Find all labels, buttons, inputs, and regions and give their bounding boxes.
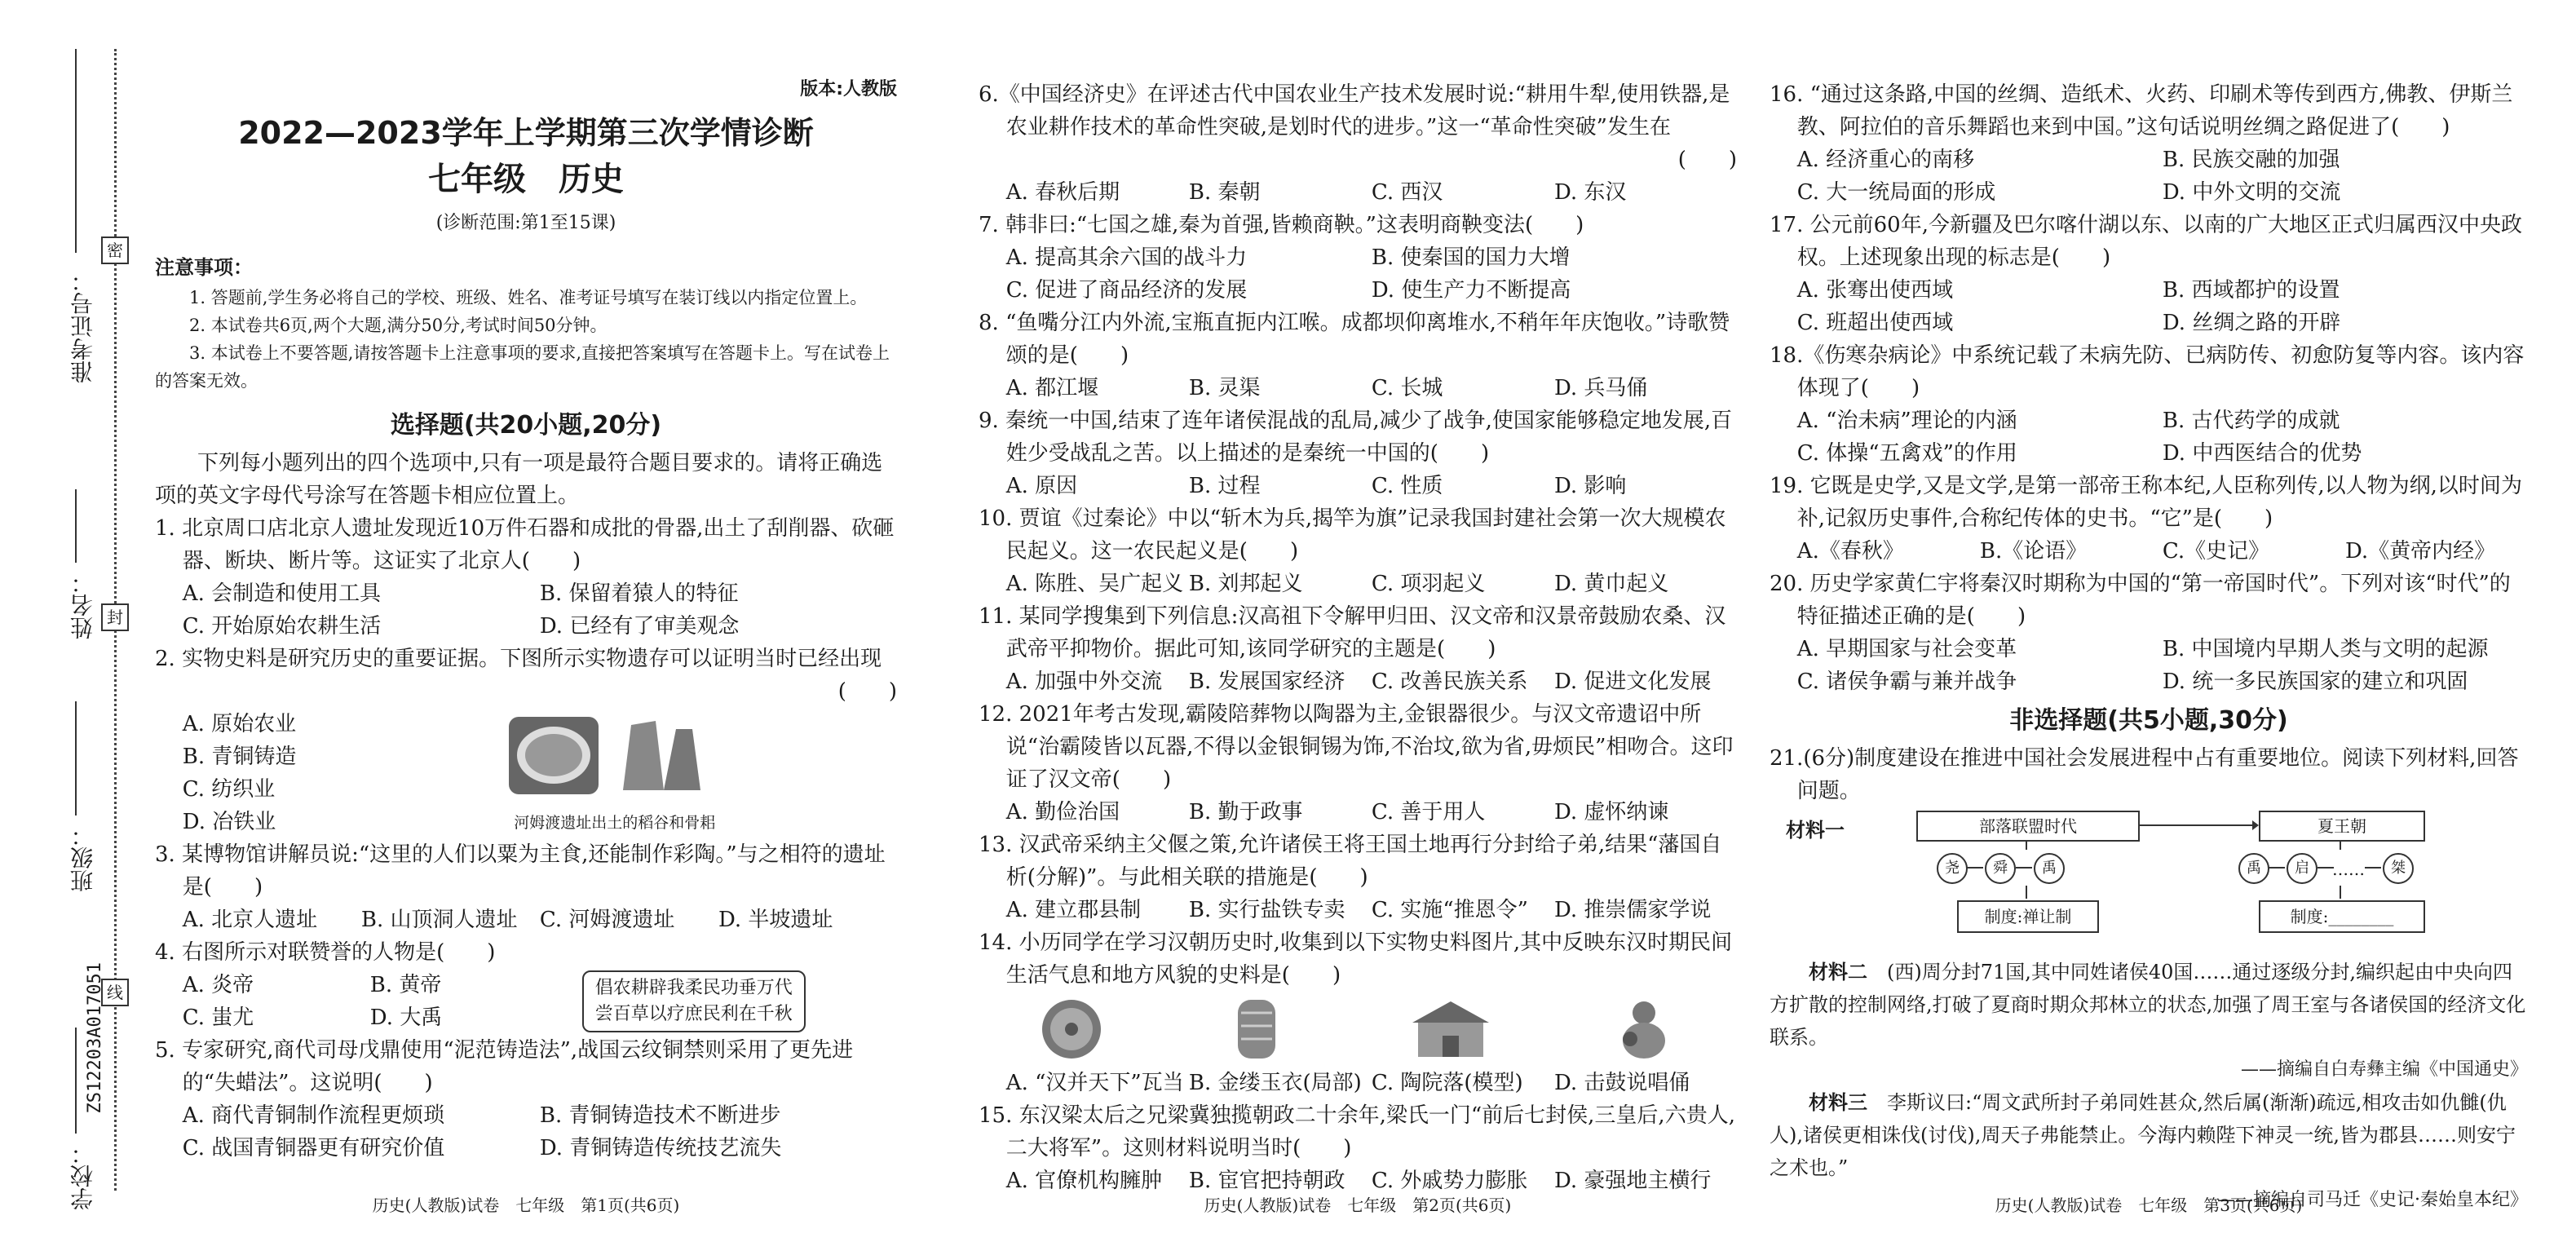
question-options [979, 568, 1737, 600]
option: A. 原因 [1005, 474, 1078, 498]
option: B. 古代药学的成就 [2162, 409, 2340, 433]
binding-strip [0, 0, 122, 1242]
question-stem: 13. 汉武帝采纳主父偃之策,允许诸侯王将王国土地再行分封给子弟,结果“藩国自析(分解)”。与此相关联的措施是( ) [979, 833, 1722, 890]
notice-item: 3. 本试卷上不要答题,请按答题卡上注意事项的要求,直接把答案填写在答题卡上。写在试卷上的答案无效。 [155, 343, 890, 391]
exam-scope: (诊断范围:第1至15课) [435, 213, 616, 233]
option: D. 大禹 [369, 1006, 443, 1030]
page-footer: 历史(人教版)试卷 七年级 第2页(共6页) [1204, 1196, 1512, 1215]
option: D. 冶铁业 [182, 810, 276, 834]
node-yao: 尧 [1937, 853, 1968, 884]
exam-title: 2022—2023学年上学期第三次学情诊断 [238, 115, 814, 151]
option: B. 实行盐铁专卖 [1188, 898, 1345, 922]
option: B. 宦官把持朝政 [1188, 1169, 1345, 1193]
page-footer: 历史(人教版)试卷 七年级 第3页(共6页) [1995, 1196, 2303, 1215]
seal-xian: 线 [101, 979, 129, 1006]
option: D.《黄帝内经》 [2344, 539, 2496, 564]
option: D. 推崇儒家学说 [1553, 898, 1712, 922]
exam-subtitle: 七年级 历史 [428, 161, 624, 198]
option: A. 会制造和使用工具 [182, 581, 382, 606]
option: C. 实施“推恩令” [1371, 898, 1528, 922]
tile-end-image [1035, 997, 1108, 1062]
page-2 [979, 78, 1737, 1197]
option: A. 商代青铜制作流程更烦琐 [182, 1103, 445, 1128]
option: C. 河姆渡遗址 [539, 908, 675, 932]
option: A. 陈胜、吴广起义 [1005, 572, 1184, 596]
option: A. 加强中外交流 [1005, 670, 1163, 694]
question-options [1770, 274, 2528, 339]
class-blank [75, 701, 77, 815]
class-label: 班级： [69, 824, 96, 892]
option: D. 中西医结合的优势 [2162, 441, 2362, 466]
option: A. “治未病”理论的内涵 [1796, 409, 2017, 433]
question-options [155, 969, 558, 1034]
question-options [979, 1067, 1737, 1099]
question-stem: 3. 某博物馆讲解员说:“这里的人们以粟为主食,还能制作彩陶。”与之相符的遗址是( ) [155, 842, 886, 899]
question-stem: 15. 东汉梁太后之兄梁冀独揽朝政二十余年,梁氏一门“前后七封侯,三皇后,六贵人,二大将军”。这则材料说明当时( ) [979, 1103, 1735, 1160]
option: B. 秦朝 [1188, 180, 1261, 205]
page-footer: 历史(人教版)试卷 七年级 第1页(共6页) [372, 1196, 680, 1215]
option: A. 炎帝 [182, 973, 254, 997]
question-stem: 12. 2021年考古发现,霸陵陪葬物以陶器为主,金银器很少。与汉文帝遗诏中所说“治霸陵皆以瓦器,不得以金银铜锡为饰,不治坟,欲为省,毋烦民”相吻合。这印证了汉文帝( ) [979, 702, 1734, 792]
option: D. 中外文明的交流 [2162, 180, 2341, 205]
question-options [979, 176, 1737, 209]
option: B. 金缕玉衣(局部) [1188, 1071, 1362, 1095]
option: A. 提高其余六国的战斗力 [1005, 245, 1248, 270]
option: B. 过程 [1188, 474, 1261, 498]
option: B. 勤于政事 [1188, 800, 1303, 824]
question-options [1770, 404, 2528, 470]
question-stem: 5. 专家研究,商代司母戊鼎使用“泥范铸造法”,战国云纹铜禁则采用了更先进的“失蜡法”。这说明( ) [155, 1038, 854, 1095]
option: C. 西汉 [1371, 180, 1443, 205]
paper-code: ZS12203A017051 [85, 962, 105, 1114]
option: C. 项羽起义 [1371, 572, 1486, 596]
question-stem: 20. 历史学家黄仁宇将秦汉时期称为中国的“第一帝国时代”。下列对该“时代”的特征描述正确的是( ) [1770, 572, 2511, 629]
question-options [979, 796, 1737, 829]
option: D. 半坡遗址 [718, 908, 833, 932]
option: D. 黄巾起义 [1553, 572, 1669, 596]
material-3-source: ——摘编自司马迁《史记·秦始皇本纪》 [2217, 1190, 2528, 1210]
option: D. 已经有了审美观念 [539, 614, 740, 639]
node-yu: 禹 [2034, 853, 2065, 884]
node-yu-xia: 禹 [2238, 853, 2269, 884]
xia-system-box: 制度:________ [2259, 900, 2425, 933]
page-3 [1770, 78, 2528, 1217]
question-options [979, 894, 1737, 926]
notice-item: 2. 本试卷共6页,两个大题,满分50分,考试时间50分钟。 [189, 316, 608, 335]
couplet-line: 倡农耕辟我柔民功垂万代 [594, 978, 793, 998]
question-options [979, 241, 1737, 307]
material-1-diagram [1770, 811, 2528, 949]
q2-figure-row [155, 708, 897, 838]
option: C. 诸侯争霸与兼并战争 [1796, 670, 2017, 694]
option: C. 体操“五禽戏”的作用 [1796, 441, 2017, 466]
option: B. 青铜铸造技术不断进步 [539, 1103, 781, 1128]
option: A.《春秋》 [1796, 539, 1904, 564]
question-stem: 7. 韩非曰:“七国之雄,秦为首强,皆赖商鞅。”这表明商鞅变法( ) [979, 213, 1584, 237]
school-blank [75, 1028, 77, 1134]
option: C. 班超出使西域 [1796, 311, 1954, 335]
option: C. 大一统局面的形成 [1796, 180, 1996, 205]
option: C. 性质 [1371, 474, 1443, 498]
edition-label: 版本:人教版 [800, 79, 897, 99]
question-options [979, 372, 1737, 404]
abdication-system-box: 制度:禅让制 [1957, 900, 2099, 933]
jade-suit-image [1220, 997, 1293, 1062]
option: A. 张骞出使西域 [1796, 278, 1954, 303]
option: B. 刘邦起义 [1188, 572, 1303, 596]
q14-images [979, 997, 1737, 1062]
option: A. 勤俭治国 [1005, 800, 1120, 824]
node-ellipsis: …… [2332, 860, 2365, 879]
question-stem: 1. 北京周口店北京人遗址发现近10万件石器和成批的骨器,出土了刮削器、砍砸器、断块、断片等。这证实了北京人( ) [155, 516, 895, 573]
option: D. 使生产力不断提高 [1371, 278, 1571, 303]
q2-caption: 河姆渡遗址出土的稻谷和骨耜 [514, 814, 716, 832]
question-stem: 4. 右图所示对联赞誉的人物是( ) [155, 940, 496, 965]
option: D. 影响 [1553, 474, 1627, 498]
question-stem: 10. 贾谊《过秦论》中以“斩木为兵,揭竿为旗”记录我国封建社会第一次大规模农民起义。这一农民起义是( ) [979, 506, 1726, 564]
name-blank [75, 489, 77, 563]
option: D. 青铜铸造传统技艺流失 [539, 1136, 782, 1160]
drum-storyteller-image [1607, 997, 1681, 1062]
option: D. 东汉 [1553, 180, 1627, 205]
option: C. 开始原始农耕生活 [182, 614, 382, 639]
question-stem: 17. 公元前60年,今新疆及巴尔喀什湖以东、以南的广大地区正式归属西汉中央政权。上述现象出现的标志是( ) [1770, 213, 2522, 270]
pottery-courtyard-image [1406, 997, 1496, 1062]
option: B. 山顶洞人遗址 [360, 908, 518, 932]
material-1-label: 材料一 [1786, 819, 1845, 842]
question-options [1770, 633, 2528, 698]
material-3 [1770, 1086, 2528, 1184]
option: C. 陶院落(模型) [1371, 1071, 1523, 1095]
option: A. 官僚机构臃肿 [1005, 1169, 1163, 1193]
school-label: 学校： [69, 1142, 96, 1210]
node-shun: 舜 [1985, 853, 2016, 884]
node-qi: 启 [2287, 853, 2318, 884]
option: D. 丝绸之路的开辟 [2162, 311, 2341, 335]
material-2-source: ——摘编自白寿彝主编《中国通史》 [2240, 1059, 2528, 1080]
question-options [979, 470, 1737, 502]
option: B. 灵渠 [1188, 376, 1261, 400]
question-options [155, 1099, 897, 1165]
material-2-label: 材料二 [1809, 960, 1867, 983]
option: A. 早期国家与社会变革 [1796, 637, 2017, 661]
material-2 [1770, 956, 2528, 1054]
question-options [1770, 144, 2528, 209]
option: B. 西域都护的设置 [2162, 278, 2340, 303]
option: A. 北京人遗址 [182, 908, 318, 932]
section-choice-intro: 下列每小题列出的四个选项中,只有一项是最符合题目要求的。请将正确选项的英文字母代号涂写在答题卡相应位置上。 [155, 451, 883, 508]
question-stem: 18.《伤寒杂病论》中系统记载了未病先防、已病防传、初愈防复等内容。该内容体现了( ) [1770, 343, 2525, 400]
material-2-text: (西)周分封71国,其中同姓诸侯40国……通过逐级分封,编织起由中央向四方扩散的控制网络,打破了夏商时期众邦林立的状态,加强了周王室与各诸侯国的经济文化联系。 [1770, 961, 2526, 1049]
question-stem: 21.(6分)制度建设在推进中国社会发展进程中占有重要地位。阅读下列材料,回答问题。 [1770, 746, 2519, 803]
notice-block [155, 251, 897, 395]
q4-figure-row [155, 969, 897, 1034]
option: B. 保留着猿人的特征 [539, 581, 739, 606]
question-options [979, 665, 1737, 698]
option: C. 改善民族关系 [1371, 670, 1528, 694]
option: C.《史记》 [2162, 539, 2270, 564]
option: B. 使秦国的国力大增 [1371, 245, 1571, 270]
q2-figure [501, 713, 729, 833]
question-options [1770, 535, 2528, 568]
option: A. 原始农业 [182, 712, 297, 736]
option: D. 虚怀纳谏 [1553, 800, 1669, 824]
exam-id-label: 准考证号： [69, 269, 96, 383]
question-stem: 9. 秦统一中国,结束了连年诸侯混战的乱局,减少了战争,使国家能够稳定地发展,百姓少受战乱之苦。以上描述的是秦统一中国的( ) [979, 409, 1733, 466]
option: C. 纺织业 [182, 777, 276, 802]
option: B. 青铜铸造 [182, 745, 297, 769]
option: A. 都江堰 [1005, 376, 1099, 400]
name-label: 姓名： [69, 571, 96, 639]
material-3-label: 材料三 [1809, 1090, 1867, 1114]
option: C. 战国青铜器更有研究价值 [182, 1136, 445, 1160]
option: C. 长城 [1371, 376, 1443, 400]
question-stem: 14. 小历同学在学习汉朝历史时,收集到以下实物史料图片,其中反映东汉时期民间生活气息和地方风貌的史料是( ) [979, 930, 1733, 988]
xia-dynasty-box: 夏王朝 [2259, 811, 2425, 842]
option: C. 蚩尤 [182, 1006, 254, 1030]
option: C. 外戚势力膨胀 [1371, 1169, 1528, 1193]
option: C. 促进了商品经济的发展 [1005, 278, 1248, 303]
answer-paren: ( ) [1677, 148, 1737, 172]
option: A. 春秋后期 [1005, 180, 1120, 205]
option: B. 中国境内早期人类与文明的起源 [2162, 637, 2489, 661]
option: D. 促进文化发展 [1553, 670, 1712, 694]
question-stem: 6.《中国经济史》在评述古代中国农业生产技术发展时说:“耕用牛犁,使用铁器,是农业耕作技术的革命性突破,是划时代的进步。”这一“革命性突破”发生在 [979, 82, 1730, 139]
option: B. 民族交融的加强 [2162, 148, 2340, 172]
option: D. 统一多民族国家的建立和巩固 [2162, 670, 2468, 694]
seal-mi: 密 [101, 236, 129, 264]
option: C. 善于用人 [1371, 800, 1486, 824]
option: B. 发展国家经济 [1188, 670, 1345, 694]
option: D. 豪强地主横行 [1553, 1169, 1712, 1193]
option: B. 黄帝 [369, 973, 442, 997]
couplet-box [582, 970, 806, 1032]
notice-heading: 注意事项： [155, 256, 253, 279]
question-stem: 19. 它既是史学,又是文学,是第一部帝王称本纪,人臣称列传,以人物为纲,以时间为补,记叙历史事件,合称纪传体的史书。“它”是( ) [1770, 474, 2522, 531]
option: B.《论语》 [1979, 539, 2088, 564]
question-stem: 16. “通过这条路,中国的丝绸、造纸术、火药、印刷术等传到西方,佛教、伊斯兰教、阿拉伯的音乐舞蹈也来到中国。”这句话说明丝绸之路促进了( ) [1770, 82, 2513, 139]
notice-item: 1. 答题前,学生务必将自己的学校、班级、姓名、准考证号填写在装订线以内指定位置上。 [189, 288, 868, 307]
question-stem: 8. “鱼嘴分江内外流,宝瓶直扼内江喉。成都坝仰离堆水,不稍年年庆饱收。”诗歌赞颂的是( ) [979, 311, 1730, 368]
question-stem: 11. 某同学搜集到下列信息:汉高祖下令解甲归田、汉文帝和汉景帝鼓励农桑、汉武帝平抑物价。据此可知,该同学研究的主题是( ) [979, 604, 1726, 661]
question-options [155, 708, 476, 838]
seal-feng: 封 [101, 603, 129, 631]
section-choice-heading: 选择题(共20小题,20分) [390, 411, 662, 440]
option: D. 兵马俑 [1553, 376, 1648, 400]
tribal-era-box: 部落联盟时代 [1916, 811, 2140, 842]
node-jie: 桀 [2383, 853, 2414, 884]
question-options [155, 904, 897, 936]
page-1 [155, 73, 897, 1165]
question-stem: 2. 实物史料是研究历史的重要证据。下图所示实物遗存可以证明当时已经出现 [155, 647, 882, 671]
material-3-text: 李斯议曰:“周文武所封子弟同姓甚众,然后属(渐渐)疏远,相攻击如仇雠(仇人),诸侯更相诛伐(讨伐),周天子弗能禁止。今海内赖陛下神灵一统,皆为郡县……则安宁之术也。” [1770, 1091, 2516, 1179]
option: A. “汉并天下”瓦当 [1005, 1071, 1184, 1095]
question-options [155, 577, 897, 643]
answer-paren: ( ) [837, 679, 897, 704]
couplet-line: 尝百草以疗庶民利在千秋 [594, 1004, 793, 1024]
section-open-heading: 非选择题(共5小题,30分) [2009, 706, 2288, 735]
rice-and-bone-tool-image [501, 713, 729, 802]
option: A. 经济重心的南移 [1796, 148, 1975, 172]
option: A. 建立郡县制 [1005, 898, 1142, 922]
exam-id-blank [75, 49, 77, 253]
option: D. 击鼓说唱俑 [1553, 1071, 1690, 1095]
